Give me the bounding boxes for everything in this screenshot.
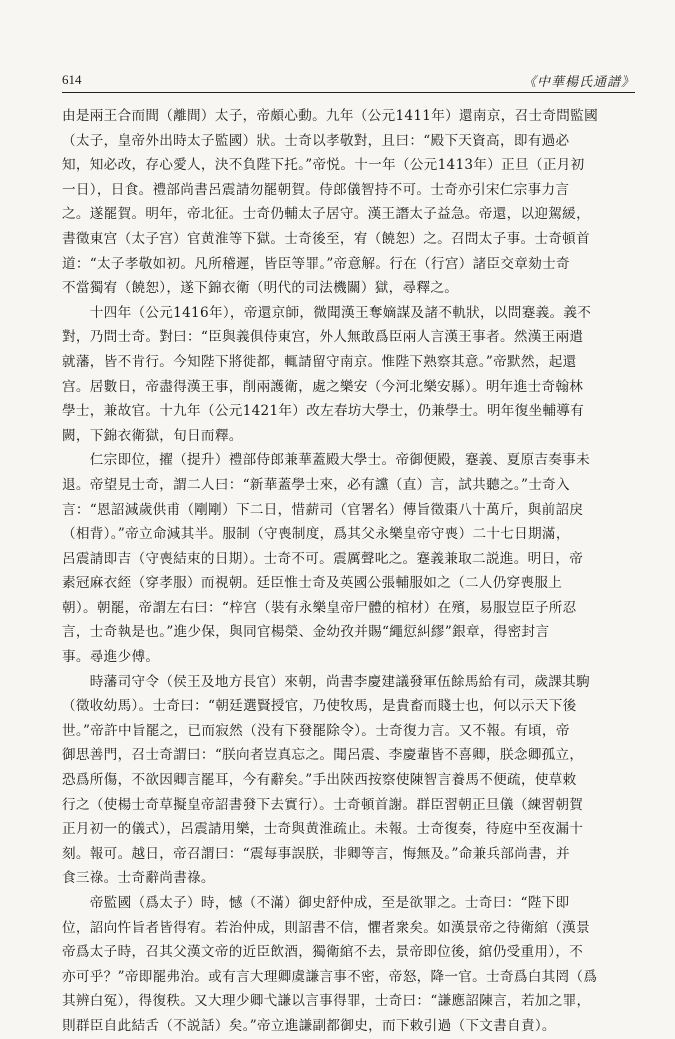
text-line: 帝爲太子時，召其父漢文帝的近臣飲酒，獨衛綰不去，景帝即位後，綰仍受重用），不 xyxy=(62,944,584,961)
text-line: 對，乃問士奇。對曰：“臣與義俱侍東宫，外人無敢爲臣兩人言漢王事者。然漢王兩遣 xyxy=(62,329,584,346)
text-line: 素冠麻衣絰（穿孝服）而視朝。廷臣惟士奇及英國公張輔服如之（二人仍穿喪服上 xyxy=(62,575,563,592)
text-line: 仁宗即位，擢（提升）禮部侍郎兼華蓋殿大學士。帝御便殿，蹇義、夏原吉奏事未 xyxy=(62,452,590,469)
text-line: 呂震請即吉（守喪結束的日期）。士奇不可。震厲聲叱之。蹇義兼取二説進。明日，帝 xyxy=(62,550,584,567)
text-line: 學士，兼故官。十九年（公元1421年）改左春坊大學士，仍兼學士。明年復坐輔導有 xyxy=(62,403,585,420)
page-number: 614 xyxy=(62,72,82,87)
running-title: 《中華楊氏通譜》 xyxy=(522,75,635,90)
text-line: 宫。居數日，帝盡得漢王事，削兩護衛，處之樂安（今河北樂安縣）。明年進士奇翰林 xyxy=(62,378,584,395)
text-line: 十四年（公元1416年），帝還京師，微聞漢王奪嫡謀及諸不軌狀，以問蹇義。義不 xyxy=(62,304,592,321)
text-line: 世。”帝許中旨罷之，已而寂然（没有下發罷除令）。士奇復力言。又不報。有頃，帝 xyxy=(62,722,570,739)
text-line: 知，知必改，存心愛人，決不負陛下托。”帝悦。十一年（公元1413年）正旦（正月初 xyxy=(62,157,585,174)
text-line: 御思善門，召士奇謂曰：“朕向者豈真忘之。聞呂震、李慶輩皆不喜卿，朕念卿孤立， xyxy=(62,747,584,764)
text-line: 由是兩王合而間（離間）太子，帝頗心動。九年（公元1411年）還南京，召士奇問監國 xyxy=(62,108,598,124)
text-line: 則群臣自此結舌（不説話）矣。”帝立進謙副都御史，而下敕引過（下文書自責）。 xyxy=(62,1017,556,1034)
body-paragraph xyxy=(62,670,635,891)
text-line: （徵收幼馬）。士奇曰：“朝廷選賢授官，乃使牧馬，是貴畜而賤士也，何以示天下後 xyxy=(62,698,577,715)
text-line: 刻。報可。越日，帝召謂曰：“震每事誤朕，非卿等言，悔無及。”命兼兵部尚書，并 xyxy=(62,845,570,862)
page-body xyxy=(62,104,635,1039)
text-line: 正月初一的儀式），呂震請用樂，士奇與黄淮疏止。未報。士奇復奏，待庭中至夜漏十 xyxy=(62,821,584,838)
text-line: 亦可乎？”帝即罷弗治。或有言大理卿虞謙言事不密，帝怒，降一官。士奇爲白其罔（爲 xyxy=(62,968,598,985)
text-line: 不當獨宥（饒恕），遂下錦衣衛（明代的司法機關）獄，尋釋之。 xyxy=(62,280,459,297)
text-line: 時藩司守令（侯王及地方長官）來朝，尚書李慶建議發軍伍餘馬給有司，歲課其駒 xyxy=(62,673,590,690)
text-line: 就藩，皆不肯行。今知陛下將徙都，輒請留守南京。惟陛下熟察其意。”帝默然，起還 xyxy=(62,353,577,370)
body-paragraph xyxy=(62,301,635,449)
text-line: 帝監國（爲太子）時，憾（不滿）御史舒仲成，至是欲罪之。士奇曰：“陛下即 xyxy=(62,895,570,911)
text-line: 事。尋進少傅。 xyxy=(62,649,160,666)
text-line: 道：“太子孝敬如初。凡所稽遲，皆臣等罪。”帝意解。行在（行宫）諸臣交章劾士奇 xyxy=(62,255,570,272)
text-line: 恐爲所傷，不欲因卿言罷耳，今有辭矣。”手出陝西按察使陳智言養馬不便疏，使草敕 xyxy=(62,772,577,789)
text-line: 食三祿。士奇辭尚書祿。 xyxy=(62,870,215,887)
text-line: 言：“恩詔減歲供甫（剛剛）下二日，惜薪司（官署名）傳旨徵棗八十萬斤，與前詔戾 xyxy=(62,501,584,518)
text-line: 言，士奇執是也。”進少保，與同官楊榮、金幼孜并賜“繩愆糾繆”銀章，得密封言 xyxy=(62,624,550,641)
text-line: 退。帝望見士奇，謂二人曰：“新華蓋學士來，必有讜（直）言，試共聽之。”士奇入 xyxy=(62,476,570,493)
text-line: 之。遂罷賀。明年，帝北征。士奇仍輔太子居守。漢王譖太子益急。帝還，以迎駕緩， xyxy=(62,206,590,223)
text-line: 朝）。朝罷，帝謂左右曰：“梓宫（裝有永樂皇帝尸體的棺材）在殯，易服豈臣子所忍 xyxy=(62,599,577,616)
text-line: （太子，皇帝外出時太子監國）狀。士奇以孝敬對，且曰：“殿下天資高，即有過必 xyxy=(62,132,570,149)
body-paragraph xyxy=(62,891,635,1039)
body-paragraph xyxy=(62,104,635,301)
text-line: 行之（使楊士奇草擬皇帝詔書發下去實行）。士奇頓首謝。群臣習朝正旦儀（練習朝賀 xyxy=(62,796,584,813)
page-header xyxy=(62,70,635,93)
text-line: 闕，下錦衣衛獄，旬日而釋。 xyxy=(62,427,243,444)
body-paragraph xyxy=(62,448,635,669)
text-line: 位，詔向忤旨者皆得宥。若治仲成，則詔書不信，懼者衆矣。如漢景帝之待衛綰（漢景 xyxy=(62,919,590,936)
text-line: 其辨白冤），得復秩。又大理少卿弋謙以言事得罪，士奇曰：“謙應詔陳言，若加之罪， xyxy=(62,993,591,1010)
text-line: 書徵東宫（太子宫）官黄淮等下獄。士奇後至，宥（饒恕）之。召問太子事。士奇頓首 xyxy=(62,230,590,247)
text-line: （相背）。”帝立命減其半。服制（守喪制度，爲其父永樂皇帝守喪）二十七日期滿， xyxy=(62,526,570,543)
text-line: 一日），日食。禮部尚書呂震請勿罷朝賀。侍郎儀智持不可。士奇亦引宋仁宗事力言 xyxy=(62,181,570,198)
